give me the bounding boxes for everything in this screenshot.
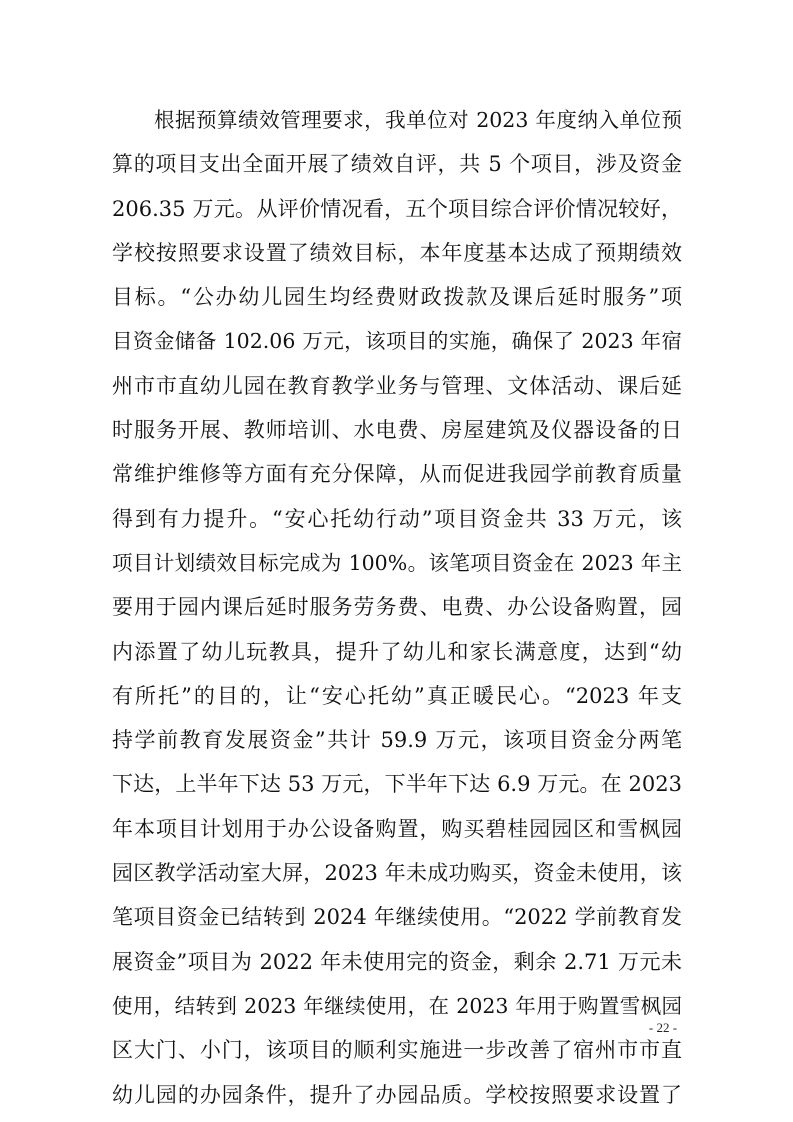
text-line: 笔项目资金已结转到 2024 年继续使用。“2022 学前教育发 <box>112 905 682 930</box>
text-line: 目标。“公办幼儿园生均经费财政拨款及课后延时服务”项 <box>112 285 682 310</box>
text-line: 根据预算绩效管理要求，我单位对 2023 年度纳入单位预 <box>154 108 682 132</box>
text-line: 下达，上半年下达 53 万元，下半年下达 6.9 万元。在 2023 <box>112 772 682 797</box>
text-line: 有所托”的目的，让“安心托幼”真正暖民心。“2023 年支 <box>112 683 682 708</box>
text-line: 园区教学活动室大屏，2023 年未成功购买，资金未使用，该 <box>112 861 682 886</box>
text-line: 目资金储备 102.06 万元，该项目的实施，确保了 2023 年宿 <box>112 329 682 354</box>
body-paragraph <box>112 98 682 1117</box>
text-line: 206.35 万元。从评价情况看，五个项目综合评价情况较好， <box>112 196 682 221</box>
text-line: 州市市直幼儿园在教育教学业务与管理、文体活动、课后延 <box>112 373 682 398</box>
text-line: 项目计划绩效目标完成为 100%。该笔项目资金在 2023 年主 <box>112 550 682 575</box>
text-line: 得到有力提升。“安心托幼行动”项目资金共 33 万元，该 <box>112 506 682 531</box>
text-line: 内添置了幼儿玩教具，提升了幼儿和家长满意度，达到“幼 <box>112 639 682 664</box>
text-line: 持学前教育发展资金”共计 59.9 万元，该项目资金分两笔 <box>112 728 682 753</box>
text-line: 展资金”项目为 2022 年未使用完的资金，剩余 2.71 万元未 <box>112 949 682 974</box>
text-line: 时服务开展、教师培训、水电费、房屋建筑及仪器设备的日 <box>112 418 682 443</box>
text-line: 算的项目支出全面开展了绩效自评，共 5 个项目，涉及资金 <box>112 152 682 177</box>
text-line: 使用，结转到 2023 年继续使用，在 2023 年用于购置雪枫园 <box>112 993 682 1018</box>
text-line: 幼儿园的办园条件，提升了办园品质。学校按照要求设置了 <box>112 1082 682 1107</box>
text-line: 年本项目计划用于办公设备购置，购买碧桂园园区和雪枫园 <box>112 816 682 841</box>
text-line: 学校按照要求设置了绩效目标，本年度基本达成了预期绩效 <box>112 240 682 265</box>
page-number: - 22 - <box>648 1020 678 1035</box>
text-line: 要用于园内课后延时服务劳务费、电费、办公设备购置，园 <box>112 595 682 620</box>
text-line: 区大门、小门，该项目的顺利实施进一步改善了宿州市市直 <box>112 1038 682 1063</box>
text-line: 常维护维修等方面有充分保障，从而促进我园学前教育质量 <box>112 462 682 487</box>
